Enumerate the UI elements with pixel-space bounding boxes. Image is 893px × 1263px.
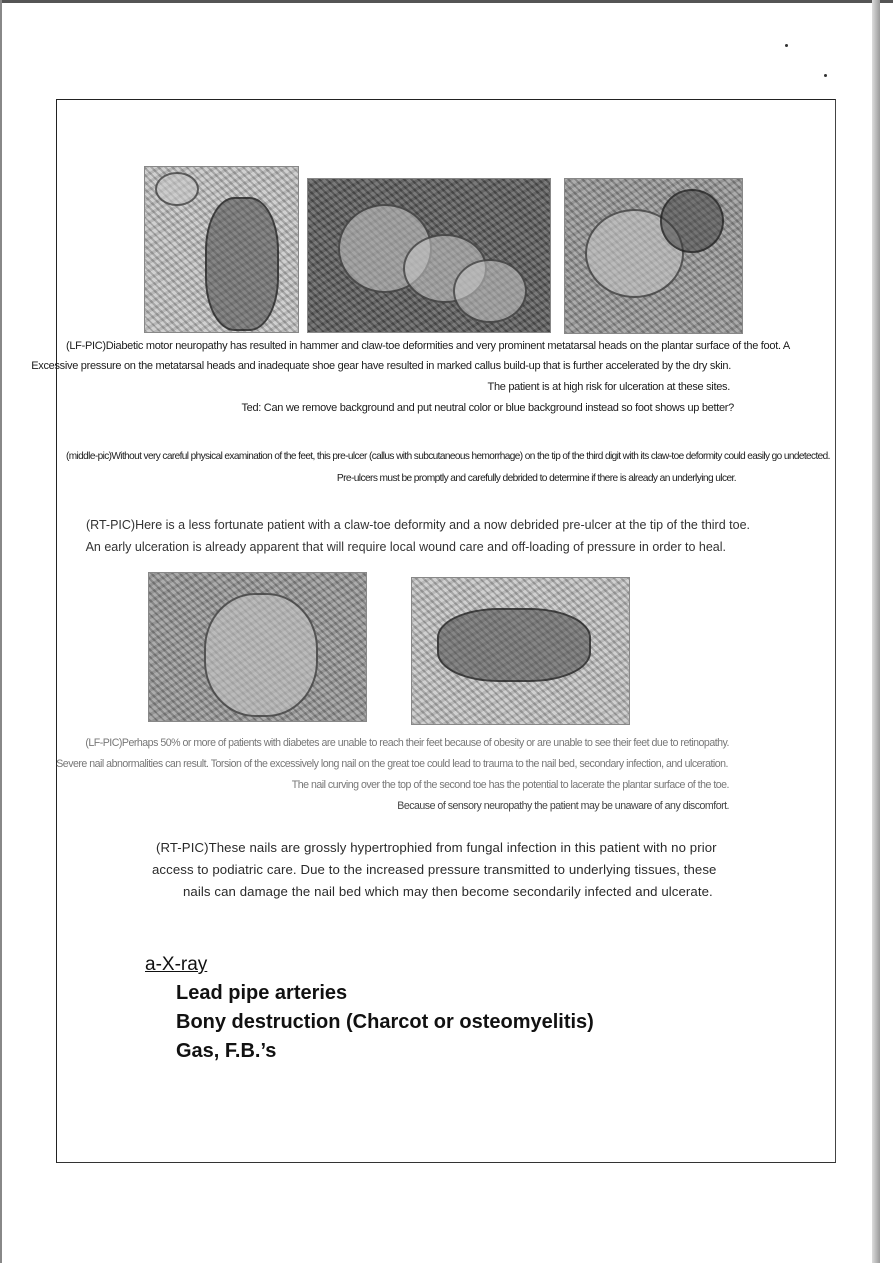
xray-heading	[145, 954, 207, 976]
scan-edge-left	[0, 0, 2, 1263]
xray-item: Bony destruction (Charcot or osteomyelitis)	[176, 1011, 594, 1033]
caption4-line4: Because of sensory neuropathy the patient may be unaware of any discomfort.	[397, 800, 729, 812]
caption4-line1: (LF-PIC)Perhaps 50% or more of patients with diabetes are unable to reach their feet because of obesity or are unable to see their feet due to retinopathy.	[85, 737, 729, 749]
caption5-line3: nails can damage the nail bed which may then become secondarily infected and ulcerate.	[183, 884, 713, 899]
caption5-line2: access to podiatric care. Due to the increased pressure transmitted to underlying tissues, these	[152, 862, 717, 877]
xray-heading-text: a-X-ray	[145, 954, 208, 975]
caption2-line1: (middle-pic)Without very careful physical examination of the feet, this pre-ulcer (callus with subcutaneous hemorrhage) on the tip of the third digit with its claw-toe deformity could easily go undetected.	[66, 451, 830, 462]
caption4-line2: Severe nail abnormalities can result. Torsion of the excessively long nail on the great toe could lead to trauma to the nail bed, secondary infection, and ulceration.	[56, 758, 728, 770]
caption2-line2: Pre-ulcers must be promptly and carefully debrided to determine if there is already an underlying ulcer.	[336, 473, 736, 484]
scan-edge-top	[0, 0, 893, 3]
photo-nail-abnormalities	[148, 572, 367, 722]
caption1-line3: The patient is at high risk for ulceration at these sites.	[487, 381, 730, 393]
caption1-line1: (LF-PIC)Diabetic motor neuropathy has resulted in hammer and claw-toe deformities and very prominent metatarsal heads on the plantar surface of the foot. A	[66, 340, 790, 352]
caption5-line1: (RT-PIC)These nails are grossly hypertrophied from fungal infection in this patient with no prior	[156, 840, 717, 855]
photo-pre-ulcer-third-toe	[564, 178, 743, 334]
xray-item: Lead pipe arteries	[176, 982, 348, 1004]
scan-speck	[824, 74, 827, 77]
photo-metatarsal-calluses	[307, 178, 551, 333]
caption3-line1: (RT-PIC)Here is a less fortunate patient with a claw-toe deformity and a now debrided pre-ulcer at the tip of the third toe.	[86, 518, 750, 532]
scan-edge-right	[872, 0, 880, 1263]
caption1-line2: Excessive pressure on the metatarsal heads and inadequate shoe gear have resulted in marked callus build-up that is further accelerated by the dry skin.	[31, 360, 731, 372]
photo-hypertrophied-nails	[411, 577, 630, 725]
caption4-line3: The nail curving over the top of the second toe has the potential to lacerate the plantar surface of the toe.	[291, 779, 729, 791]
scan-speck	[785, 44, 788, 47]
xray-item: Gas, F.B.’s	[176, 1040, 277, 1062]
caption1-line4: Ted: Can we remove background and put neutral color or blue background instead so foot shows up better?	[241, 402, 734, 414]
caption3-line2: An early ulceration is already apparent that will require local wound care and off-loading of pressure in order to heal.	[85, 540, 726, 554]
photo-foot-hammer-toes	[144, 166, 299, 333]
